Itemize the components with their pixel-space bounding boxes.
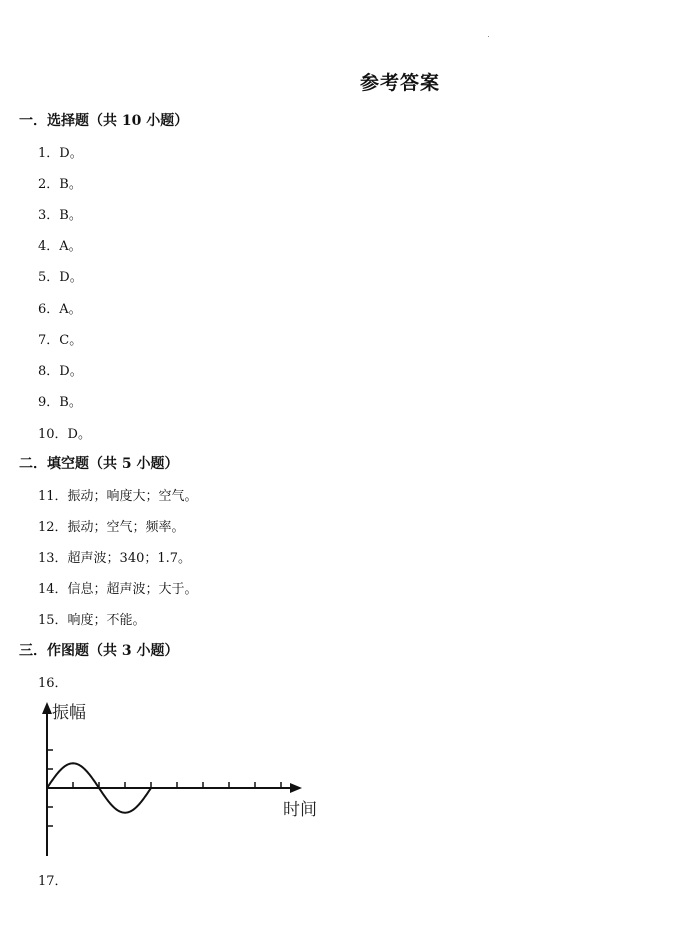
section-heading-choice: 一．选择题（共 10 小题）	[19, 113, 189, 129]
x-axis-arrow	[290, 783, 302, 793]
answer-14: 14．信息；超声波；大于。	[38, 582, 198, 597]
answer-6: 6．A。	[38, 302, 82, 317]
answer-4: 4．A。	[38, 239, 82, 254]
answer-17-label: 17．	[38, 874, 68, 889]
answer-7: 7．C。	[38, 333, 83, 348]
answer-16-label: 16．	[38, 676, 68, 691]
y-axis-arrow	[42, 702, 52, 714]
answer-11: 11．振动；响度大；空气。	[38, 489, 198, 504]
section-heading-fill: 二．填空题（共 5 小题）	[19, 456, 179, 472]
x-axis-label: 时间	[283, 800, 317, 820]
answer-10: 10．D。	[38, 427, 91, 442]
page-title: 参考答案	[359, 72, 440, 94]
scan-dot	[488, 36, 489, 37]
answer-12: 12．振动；空气；频率。	[38, 520, 185, 535]
answer-8: 8．D。	[38, 364, 83, 379]
waveform-diagram	[30, 698, 330, 860]
answer-2: 2．B。	[38, 177, 82, 192]
section-heading-drawing: 三．作图题（共 3 小题）	[19, 643, 179, 659]
answer-13: 13．超声波；340；1.7。	[38, 551, 192, 566]
answer-15: 15．响度；不能。	[38, 613, 146, 628]
answer-1: 1．D。	[38, 146, 83, 161]
y-axis-label: 振幅	[52, 703, 86, 723]
answer-9: 9．B。	[38, 395, 82, 410]
answer-5: 5．D。	[38, 270, 83, 285]
answer-3: 3．B。	[38, 208, 82, 223]
